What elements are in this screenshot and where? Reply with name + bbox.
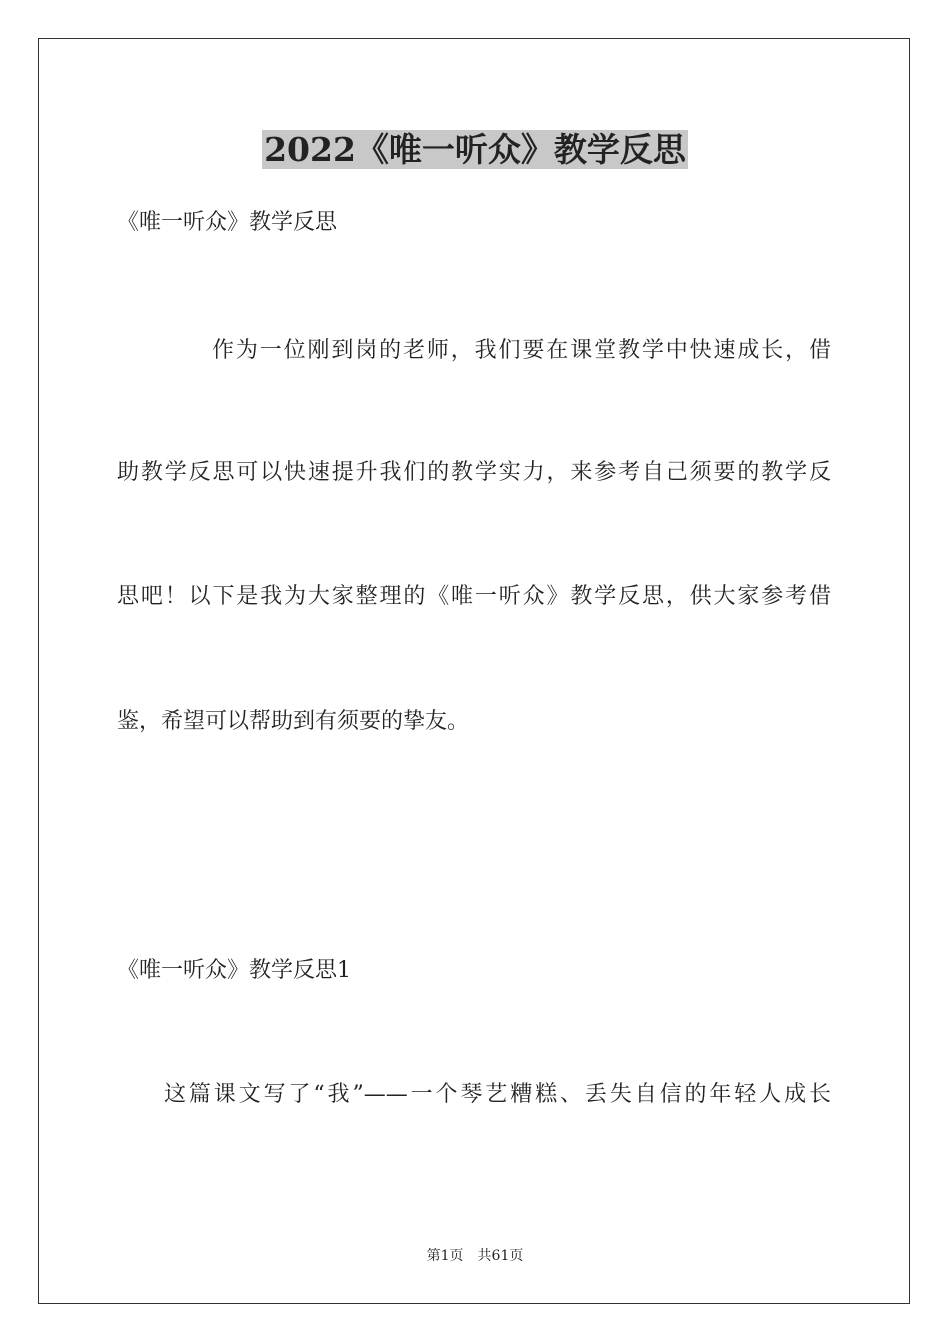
intro-line-2: 助教学反思可以快速提升我们的教学实力，来参考自己须要的教学反 bbox=[117, 460, 831, 485]
page-footer: 第1页 共61页 bbox=[426, 1248, 524, 1264]
intro-line-3: 思吧！以下是我为大家整理的《唯一听众》教学反思，供大家参考借 bbox=[117, 584, 831, 609]
intro-line-1: 作为一位刚到岗的老师，我们要在课堂教学中快速成长，借 bbox=[212, 338, 831, 363]
section-heading: 《唯一听众》教学反思1 bbox=[117, 958, 351, 983]
document-subtitle: 《唯一听众》教学反思 bbox=[117, 210, 338, 235]
section-line-1: 这篇课文写了“我”——一个琴艺糟糕、丢失自信的年轻人成长 bbox=[164, 1082, 831, 1107]
intro-line-4: 鉴，希望可以帮助到有须要的挚友。 bbox=[117, 709, 470, 734]
document-title-text: 2022《唯一听众》教学反思 bbox=[264, 130, 686, 169]
document-title bbox=[0, 128, 950, 172]
